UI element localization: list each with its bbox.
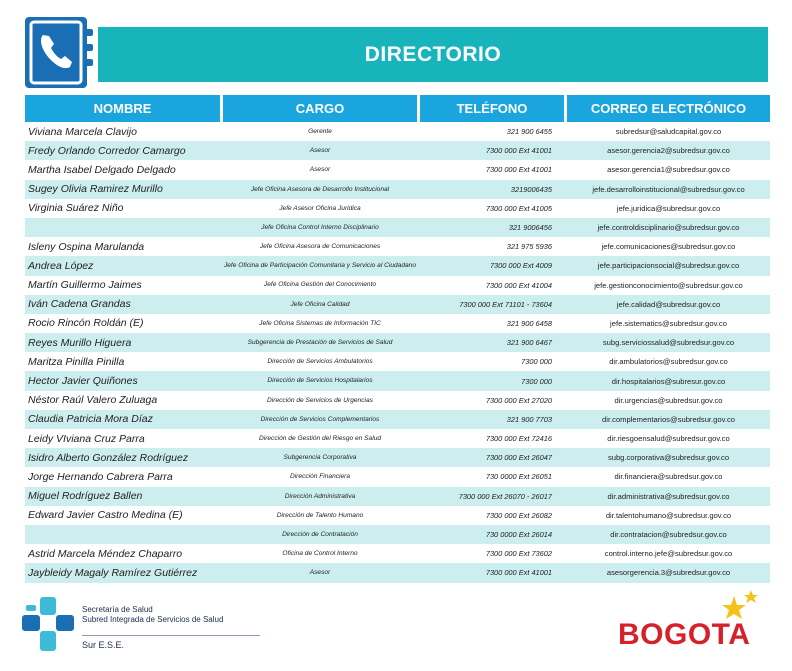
correo-cell[interactable]: dir.contratacion@subredsur.gov.co (610, 530, 727, 540)
table-row (25, 506, 770, 525)
correo-cell[interactable]: jefe.participacionsocial@subredsur.gov.co (597, 261, 740, 271)
correo-cell[interactable]: jefe.gestionconocimiento@subredsur.gov.co (594, 280, 743, 290)
cargo-cell: Dirección de Talento Humano (276, 511, 364, 519)
table-row (25, 467, 770, 486)
subred-sur-logo (20, 595, 280, 665)
nombre-cell: Sugey Olivia Ramirez Murillo (28, 183, 163, 196)
telefono-cell: 7300 000 Ext 41001 (485, 146, 552, 156)
cargo-cell: Jefe Oficina Gestión del Conocimiento (263, 281, 377, 289)
telefono-cell: 321 900 6458 (506, 318, 552, 328)
telefono-cell: 321 9006456 (508, 223, 552, 233)
telefono-cell: 7300 000 Ext 41005 (485, 203, 552, 213)
telefono-cell: 7300 000 Ext 27020 (485, 395, 552, 405)
correo-cell[interactable]: dir.complementarios@subredsur.gov.co (602, 414, 735, 424)
telefono-cell: 7300 000 (521, 357, 552, 367)
nombre-cell: Rocio Rincón Roldán (E) (28, 317, 144, 330)
table-row (25, 352, 770, 371)
telefono-cell: 321 900 7703 (506, 414, 552, 424)
table-row (25, 199, 770, 218)
table-row (25, 563, 770, 582)
cargo-cell: Dirección Administrativa (284, 492, 356, 500)
phone-book-icon (25, 17, 97, 88)
table-row (25, 218, 770, 237)
nombre-cell (25, 525, 220, 544)
nombre-cell: Fredy Orlando Corredor Camargo (28, 144, 186, 157)
correo-cell[interactable]: dir.urgencias@subredsur.gov.co (614, 395, 723, 405)
table-row (25, 525, 770, 544)
correo-cell[interactable]: dir.riesgoensalud@subredsur.gov.co (607, 434, 730, 444)
title-banner (98, 27, 768, 82)
nombre-cell: Leidy VIviana Cruz Parra (28, 432, 145, 445)
table-row (25, 487, 770, 506)
correo-cell[interactable]: dir.administrativa@subredsur.gov.co (607, 491, 730, 501)
telefono-cell: 321 900 6455 (506, 127, 552, 137)
correo-cell[interactable]: jefe.desarrolloinstitucional@subredsur.gov.co (592, 184, 745, 194)
table-body (25, 122, 770, 583)
cargo-cell: Jefe Oficina Asesora de Desarrollo Institucional (250, 185, 390, 193)
org-name (82, 605, 223, 625)
org-line-3: Sur E.S.E. (82, 640, 125, 650)
header-nombre: NOMBRE (25, 95, 220, 122)
telefono-cell: 7300 000 Ext 26082 (485, 510, 552, 520)
telefono-cell: 730 0000 Ext 26014 (485, 530, 552, 540)
table-row (25, 333, 770, 352)
table-row (25, 295, 770, 314)
nombre-cell: Astrid Marcela Méndez Chaparro (28, 547, 183, 560)
table-row (25, 160, 770, 179)
nombre-cell: Jorge Hernando Cabrera Parra (28, 470, 173, 483)
cargo-cell: Jefe Oficina de Participación Comunitaria y Servicio al Ciudadano (223, 262, 417, 270)
org-line-2: Subred Integrada de Servicios de Salud (82, 615, 224, 624)
cargo-cell: Jefe Oficina Calidad (290, 300, 350, 308)
correo-cell[interactable]: subg.serviciossalud@subredsur.gov.co (602, 338, 735, 348)
nombre-cell: Néstor Raúl Valero Zuluaga (28, 394, 158, 407)
telefono-cell: 7300 000 Ext 73602 (485, 549, 552, 559)
table-row (25, 237, 770, 256)
header-cargo: CARGO (223, 95, 417, 122)
table-row (25, 371, 770, 390)
table-row (25, 410, 770, 429)
table-row (25, 429, 770, 448)
cargo-cell: Dirección de Servicios Hospitalarios (267, 377, 373, 385)
telefono-cell: 7300 000 Ext 26070 - 26017 (458, 491, 552, 501)
bogota-logo: BOGOTA (618, 618, 751, 651)
table-row (25, 544, 770, 563)
nombre-cell: Martín Guillermo Jaimes (28, 279, 142, 292)
telefono-cell: 3219006435 (510, 184, 552, 194)
nombre-cell (25, 218, 220, 237)
nombre-cell: Maritza Pinilla Pinilla (28, 355, 125, 368)
cargo-cell: Subgerencia de Prestación de Servicios de Salud (247, 339, 393, 347)
correo-cell[interactable]: control.interno.jefe@subredsur.gov.co (604, 549, 733, 559)
telefono-cell: 730 0000 Ext 26051 (485, 472, 552, 482)
telefono-cell: 7300 000 Ext 4009 (489, 261, 552, 271)
nombre-cell: Hector Javier Quiñones (28, 375, 138, 388)
org-line-1: Secretaría de Salud (82, 605, 153, 614)
telefono-cell: 7300 000 Ext 41004 (485, 280, 552, 290)
header-telefono: TELÉFONO (420, 95, 564, 122)
cargo-cell: Asesor (309, 569, 331, 577)
table-row (25, 141, 770, 160)
cargo-cell: Asesor (309, 166, 331, 174)
correo-cell[interactable]: asesorgerencia.3@subredsur.gov.co (606, 568, 731, 578)
correo-cell[interactable]: asesor.gerencia1@subredsur.gov.co (607, 165, 730, 175)
correo-cell[interactable]: subg.corporativa@subredsur.gov.co (607, 453, 730, 463)
divider (82, 635, 260, 636)
nombre-cell: Isidro Alberto González Rodríguez (28, 451, 189, 464)
telefono-cell: 7300 000 Ext 41001 (485, 165, 552, 175)
correo-cell[interactable]: dir.talentohumano@subredsur.gov.co (605, 510, 732, 520)
cargo-cell: Oficina de Control Interno (282, 550, 358, 558)
cargo-cell: Dirección de Servicios Ambulatorios (267, 358, 373, 366)
table-row (25, 122, 770, 141)
table-header (25, 95, 770, 122)
telefono-cell: 7300 000 Ext 72416 (485, 434, 552, 444)
correo-cell[interactable]: subredsur@saludcapital.gov.co (615, 127, 722, 137)
table-row (25, 448, 770, 467)
table-row (25, 180, 770, 199)
cargo-cell: Jefe Oficina Asesora de Comunicaciones (259, 243, 381, 251)
nombre-cell: Iván Cadena Grandas (28, 298, 131, 311)
cargo-cell: Dirección Financiera (289, 473, 351, 481)
cargo-cell: Jefe Oficina Sistemas de Información TIC (259, 319, 381, 327)
cargo-cell: Subgerencia Corporativa (283, 454, 357, 462)
nombre-cell: Edward Javier Castro Medina (E) (28, 509, 183, 522)
nombre-cell: Andrea López (28, 259, 94, 272)
cargo-cell: Asesor (309, 147, 331, 155)
nombre-cell: Virginia Suárez Niño (28, 202, 124, 215)
telefono-cell: 7300 000 Ext 41001 (485, 568, 552, 578)
nombre-cell: Viviana Marcela Clavijo (28, 125, 137, 138)
page-title: DIRECTORIO (364, 42, 502, 66)
telefono-cell: 7300 000 Ext 71101 - 73604 (459, 299, 552, 309)
nombre-cell: Martha Isabel Delgado Delgado (28, 163, 176, 176)
telefono-cell: 321 975 5936 (506, 242, 552, 252)
cargo-cell: Dirección de Contratación (282, 530, 358, 538)
nombre-cell: Isleny Ospina Marulanda (28, 240, 145, 253)
correo-cell[interactable]: jefe.controldisciplinario@subredsur.gov.co (597, 223, 740, 233)
cargo-cell: Jefe Oficina Control Interno Disciplinario (261, 223, 379, 231)
nombre-cell: Miguel Rodríguez Ballen (28, 490, 143, 503)
nombre-cell: Claudia Patricia Mora Díaz (28, 413, 153, 426)
table-row (25, 391, 770, 410)
header-correo: CORREO ELECTRÓNICO (567, 95, 770, 122)
correo-cell[interactable]: jefe.juridica@subredsur.gov.co (616, 203, 721, 213)
cargo-cell: Gerente (308, 127, 332, 135)
directory-table (25, 95, 770, 583)
cargo-cell: Dirección de Servicios de Urgencias (267, 396, 373, 404)
cargo-cell: Jefe Asesor Oficina Juridica (279, 204, 361, 212)
correo-cell[interactable]: asesor.gerencia2@subredsur.gov.co (607, 146, 730, 156)
correo-cell[interactable]: jefe.sistematics@subredsur.gov.co (610, 318, 727, 328)
correo-cell[interactable]: dir.financiera@subredsur.gov.co (614, 472, 723, 482)
correo-cell[interactable]: dir.ambulatorios@subredsur.gov.co (609, 357, 728, 367)
table-row (25, 276, 770, 295)
nombre-cell: Reyes Murillo Higuera (28, 336, 132, 349)
correo-cell[interactable]: jefe.calidad@subredsur.gov.co (616, 299, 721, 309)
correo-cell[interactable]: dir.hospitalarios@subresur.gov.co (611, 376, 726, 386)
correo-cell[interactable]: jefe.comunicaciones@subredsur.gov.co (601, 242, 736, 252)
health-cross-logo (20, 595, 76, 657)
table-row (25, 256, 770, 275)
nombre-cell: Jaybleidy Magaly Ramírez Gutiérrez (28, 566, 198, 579)
table-row (25, 314, 770, 333)
telefono-cell: 7300 000 Ext 26047 (485, 453, 552, 463)
cargo-cell: Dirección de Gestión del Riesgo en Salud (258, 434, 382, 442)
telefono-cell: 321 900 6467 (506, 338, 552, 348)
telefono-cell: 7300 000 (521, 376, 552, 386)
cargo-cell: Dirección de Servicios Complementarios (260, 415, 380, 423)
